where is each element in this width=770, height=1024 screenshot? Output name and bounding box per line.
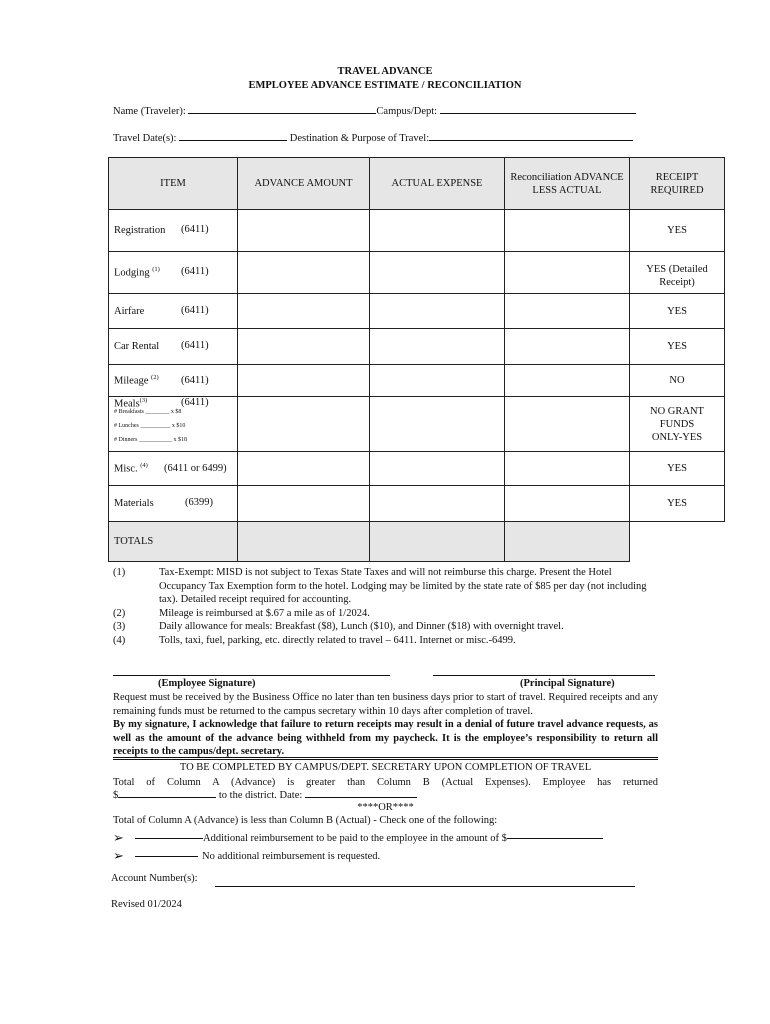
recon-cell[interactable] — [505, 252, 630, 294]
returned-amount-field[interactable] — [118, 797, 216, 798]
breakfast-count[interactable]: # Breakfasts ________ x $8 — [114, 409, 182, 415]
item-code: (6411) — [181, 340, 209, 351]
request-paragraph: Request must be received by the Business Office no later than ten business days prior to start of travel. Required receipts and any remaining funds must be returned to the campus secretary within 10 days after completion of travel. — [113, 692, 658, 717]
item-label: Materials — [114, 498, 154, 509]
receipt-cell: YES — [630, 329, 725, 365]
footnote: (3) Daily allowance for meals: Breakfast ($8), Lunch ($10), and Dinner ($18) with overnight travel. — [113, 621, 564, 632]
arrow-bullet-icon: ➢ — [113, 848, 124, 863]
receipt-cell: NO — [630, 365, 725, 397]
actual-cell[interactable] — [370, 252, 505, 294]
advance-cell[interactable] — [238, 486, 370, 522]
item-code: (6399) — [185, 497, 213, 508]
actual-cell[interactable] — [370, 365, 505, 397]
arrow-bullet-icon: ➢ — [113, 830, 124, 845]
actual-cell[interactable] — [370, 486, 505, 522]
recon-cell[interactable] — [505, 210, 630, 252]
recon-cell[interactable] — [505, 294, 630, 329]
header-advance: ADVANCE AMOUNT — [238, 158, 370, 210]
receipt-cell: YES — [630, 486, 725, 522]
campus-field[interactable] — [440, 113, 636, 114]
actual-cell[interactable] — [370, 329, 505, 365]
form-title: TRAVEL ADVANCE — [337, 66, 433, 77]
destination-field[interactable] — [429, 140, 633, 141]
returned-row — [113, 790, 417, 801]
option1-checkbox-line[interactable] — [135, 838, 203, 839]
item-footnote: (4) — [140, 462, 148, 470]
table-row — [109, 365, 725, 397]
name-field[interactable] — [188, 113, 376, 114]
dinner-count[interactable]: # Dinners ___________ x $18 — [114, 437, 187, 443]
option-no-reimbursement[interactable]: ➢ No additional reimbursement is requested. — [113, 848, 381, 863]
recon-cell[interactable] — [505, 486, 630, 522]
reimbursement-amount-field[interactable] — [507, 838, 603, 839]
section-divider — [113, 757, 658, 760]
item-code: (6411) — [181, 266, 209, 277]
name-row — [113, 106, 636, 117]
dates-label: Travel Date(s): — [113, 133, 177, 144]
expense-table — [108, 157, 725, 562]
table-row — [109, 252, 725, 294]
row-item — [109, 365, 238, 397]
employee-signature-line[interactable] — [113, 675, 390, 676]
actual-cell[interactable] — [370, 397, 505, 452]
advance-cell[interactable] — [238, 365, 370, 397]
meals-label: Meals$^{(3)}$ — [114, 397, 148, 410]
item-label: Airfare — [114, 305, 145, 317]
table-row — [109, 486, 725, 522]
advance-total[interactable] — [238, 522, 370, 562]
column-a-greater-text: Total of Column A (Advance) is greater than Column B (Actual Expenses). Employee has returned — [113, 777, 658, 788]
totals-label: TOTALS — [109, 522, 238, 562]
header-item: ITEM — [109, 158, 238, 210]
item-footnote: (2) — [151, 374, 159, 382]
campus-label: Campus/Dept: — [376, 106, 438, 117]
row-item — [109, 397, 238, 452]
actual-total[interactable] — [370, 522, 505, 562]
header-receipt: RECEIPT REQUIRED — [630, 158, 725, 210]
table-row — [109, 329, 725, 365]
table-row — [109, 294, 725, 329]
advance-cell[interactable] — [238, 452, 370, 486]
employee-signature-label: (Employee Signature) — [158, 678, 256, 689]
lunch-count[interactable]: # Lunches __________ x $10 — [114, 423, 186, 429]
account-number-label: Account Number(s): — [111, 873, 198, 884]
recon-cell[interactable] — [505, 397, 630, 452]
advance-cell[interactable] — [238, 294, 370, 329]
item-code: (6411 or 6499) — [164, 463, 227, 474]
row-item — [109, 452, 238, 486]
or-separator: ****OR**** — [357, 802, 414, 813]
table-header-row — [109, 158, 725, 210]
account-number-field[interactable] — [215, 886, 635, 887]
column-a-less-text: Total of Column A (Advance) is less than Column B (Actual) - Check one of the following: — [113, 815, 498, 826]
receipt-cell: YES — [630, 294, 725, 329]
option-additional-reimbursement[interactable]: ➢ Additional reimbursement to be paid to the employee in the amount of $ — [113, 830, 603, 846]
totals-row — [109, 522, 725, 562]
receipt-cell: YES — [630, 452, 725, 486]
receipt-cell: YES — [630, 210, 725, 252]
actual-cell[interactable] — [370, 294, 505, 329]
destination-label: Destination & Purpose of Travel: — [289, 133, 430, 144]
name-label: Name (Traveler): — [113, 106, 186, 117]
row-item — [109, 252, 238, 294]
footnote: (1) Tax-Exempt: MISD is not subject to Texas State Taxes and will not reimburse this charge. Present the Hotel Occupancy Tax Exemption form to the hotel. Lodging may be limited by the state rate of $85 per day (not including tax). Detailed receipt required for accounting. — [113, 567, 647, 605]
item-label: Registration — [114, 225, 166, 236]
advance-cell[interactable] — [238, 210, 370, 252]
dates-row — [113, 133, 633, 144]
secretary-heading: TO BE COMPLETED BY CAMPUS/DEPT. SECRETARY UPON COMPLETION OF TRAVEL — [179, 762, 592, 773]
form-subtitle: EMPLOYEE ADVANCE ESTIMATE / RECONCILIATION — [248, 80, 522, 91]
header-actual: ACTUAL EXPENSE — [370, 158, 505, 210]
actual-cell[interactable] — [370, 210, 505, 252]
principal-signature-label: (Principal Signature) — [520, 678, 615, 689]
recon-cell[interactable] — [505, 452, 630, 486]
revision-date: Revised 01/2024 — [111, 899, 182, 910]
advance-cell[interactable] — [238, 397, 370, 452]
item-code: (6411) — [181, 305, 209, 316]
item-code: (6411) — [181, 397, 209, 408]
principal-signature-line[interactable] — [433, 675, 655, 676]
option2-checkbox-line[interactable] — [135, 856, 198, 857]
return-date-field[interactable] — [305, 797, 417, 798]
table-row — [109, 397, 725, 452]
recon-cell[interactable] — [505, 365, 630, 397]
footnote: (2) Mileage is reimbursed at $.67 a mile as of 1/2024. — [113, 607, 370, 619]
item-label: Lodging — [114, 267, 150, 279]
row-item — [109, 486, 238, 522]
item-code: (6411) — [181, 224, 209, 235]
receipt-cell: NO GRANT FUNDS ONLY-YES — [630, 397, 725, 452]
row-item — [109, 329, 238, 365]
receipt-cell: YES (Detailed Receipt) — [630, 252, 725, 294]
advance-cell[interactable] — [238, 252, 370, 294]
table-row — [109, 452, 725, 486]
actual-cell[interactable] — [370, 452, 505, 486]
item-label: Mileage — [114, 375, 149, 387]
advance-cell[interactable] — [238, 329, 370, 365]
row-item — [109, 210, 238, 252]
item-label: Car Rental — [114, 341, 160, 352]
acknowledgement-paragraph: By my signature, I acknowledge that failure to return receipts may result in a denial of future travel advance requests, as well as the amount of the advance being withheld from my paycheck. It is the employee’s responsibility to return all receipts to the campus/dept. secretary. — [113, 719, 658, 758]
recon-total[interactable] — [505, 522, 630, 562]
footnotes — [113, 566, 658, 647]
item-footnote: (1) — [152, 266, 160, 274]
empty-cell — [630, 522, 725, 562]
dollar-sign: $ — [113, 790, 119, 801]
item-code: (6411) — [181, 375, 209, 386]
header-recon: Reconciliation ADVANCE LESS ACTUAL — [505, 158, 630, 210]
footnote: (4) Tolls, taxi, fuel, parking, etc. directly related to travel – 6411. Internet or misc.-6499. — [113, 634, 516, 646]
table-row — [109, 210, 725, 252]
returned-suffix: to the district. Date: — [218, 790, 303, 801]
recon-cell[interactable] — [505, 329, 630, 365]
dates-field[interactable] — [179, 140, 287, 141]
row-item — [109, 294, 238, 329]
item-label: Misc. — [114, 463, 138, 475]
